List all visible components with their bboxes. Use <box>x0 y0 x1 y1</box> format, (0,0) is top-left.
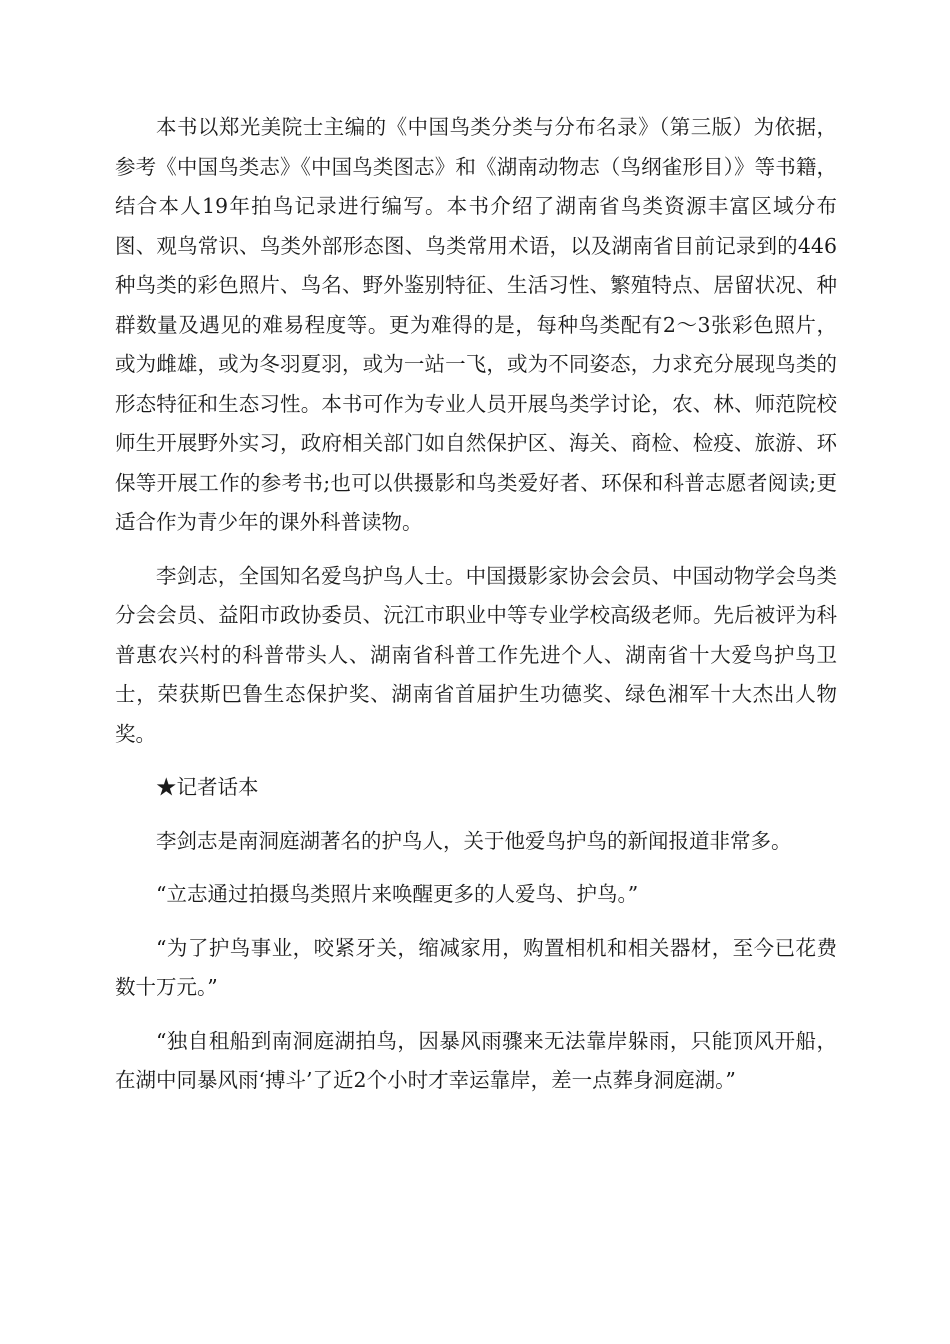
book-intro-paragraph: 本书以郑光美院士主编的《中国鸟类分类与分布名录》（第三版）为依据，参考《中国鸟类志》《中国鸟类图志》和《湖南动物志（鸟纲雀形目）》等书籍，结合本人19年拍鸟记录进行编写。本书介绍了湖南省鸟类资源丰富区域分布图、观鸟常识、鸟类外部形态图、鸟类常用术语，以及湖南省目前记录到的446种鸟类的彩色照片、鸟名、野外鉴别特征、生活习性、繁殖特点、居留状况、种群数量及遇见的难易程度等。更为难得的是，每种鸟类配有2～3张彩色照片，或为雌雄，或为冬羽夏羽，或为一站一飞，或为不同姿态，力求充分展现鸟类的形态特征和生态习性。本书可作为专业人员开展鸟类学讨论，农、林、师范院校师生开展野外实习，政府相关部门如自然保护区、海关、商检、检疫、旅游、环保等开展工作的参考书;也可以供摄影和鸟类爱好者、环保和科普志愿者阅读;更适合作为青少年的课外科普读物。 <box>115 115 837 534</box>
quote-paragraph: “为了护鸟事业，咬紧牙关，缩减家用，购置相机和相关器材，至今已花费数十万元。” <box>115 935 837 999</box>
quote-paragraph: “独自租船到南洞庭湖拍鸟，因暴风雨骤来无法靠岸躲雨，只能顶风开船，在湖中同暴风雨‘搏斗’了近2个小时才幸运靠岸，差一点葬身洞庭湖。” <box>115 1028 837 1092</box>
quote-paragraph: “立志通过拍摄鸟类照片来唤醒更多的人爱鸟、护鸟。” <box>156 882 639 906</box>
document-page <box>115 108 837 1115</box>
author-bio-paragraph: 李剑志，全国知名爱鸟护鸟人士。中国摄影家协会会员、中国动物学会鸟类分会会员、益阳市政协委员、沅江市职业中等专业学校高级老师。先后被评为科普惠农兴村的科普带头人、湖南省科普工作先进个人、湖南省十大爱鸟护鸟卫士，荣获斯巴鲁生态保护奖、湖南省首届护生功德奖、绿色湘军十大杰出人物奖。 <box>115 563 837 746</box>
reporter-notes-heading: ★记者话本 <box>156 775 259 799</box>
reporter-notes-paragraph: 李剑志是南洞庭湖著名的护鸟人，关于他爱鸟护鸟的新闻报道非常多。 <box>156 828 792 853</box>
